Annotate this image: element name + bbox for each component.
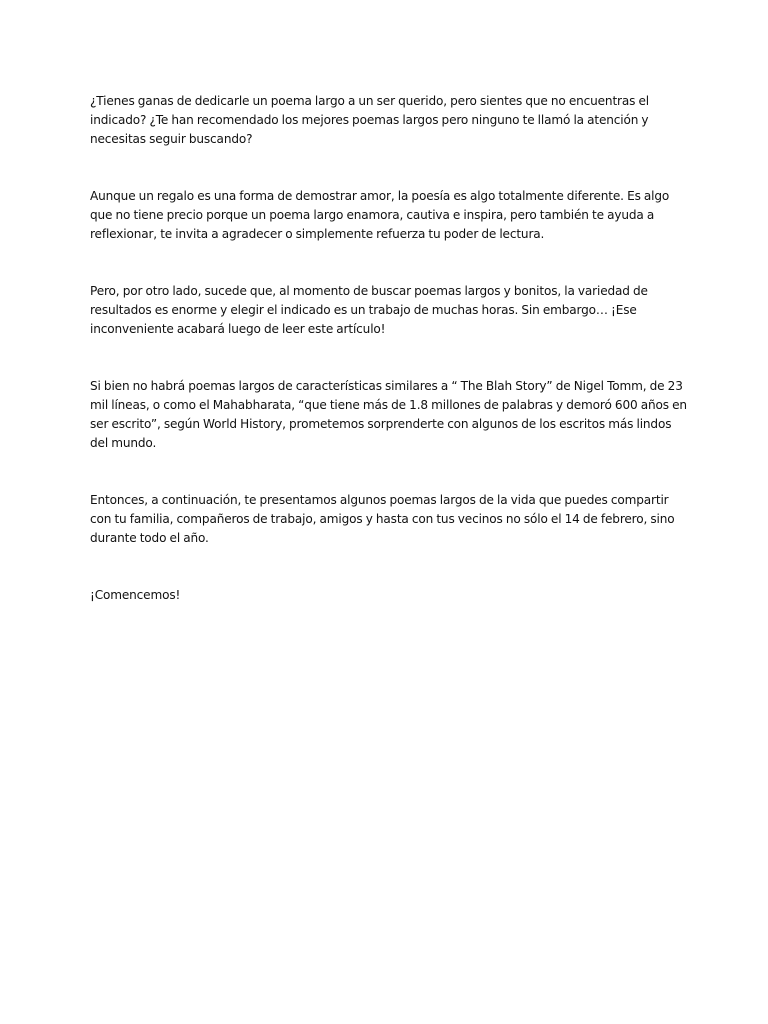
paragraph-intro-question: ¿Tienes ganas de dedicarle un poema largo a un ser querido, pero sientes que no encuentras el indicado? ¿Te han recomendado los mejores poemas largos pero ninguno te llamó la atención y necesitas seguir buscando?	[90, 94, 649, 146]
paragraph-gap	[90, 244, 688, 282]
paragraph-lets-begin: ¡Comencemos!	[90, 588, 181, 602]
paragraph-search-variety: Pero, por otro lado, sucede que, al momento de buscar poemas largos y bonitos, la variedad de resultados es enorme y elegir el indicado es un trabajo de muchas horas. Sin embargo… ¡Ese inconveniente acabará luego de leer este artículo!	[90, 284, 648, 336]
paragraph-share-poems: Entonces, a continuación, te presentamos algunos poemas largos de la vida que puedes compartir con tu familia, compañeros de trabajo, amigos y hasta con tus vecinos no sólo el 14 de febrero, sino durante todo el año.	[90, 493, 675, 545]
paragraph-gap	[90, 339, 688, 377]
paragraph-gap	[90, 548, 688, 586]
paragraph-gift-vs-poetry: Aunque un regalo es una forma de demostrar amor, la poesía es algo totalmente diferente. Es algo que no tiene precio porque un poema largo enamora, cautiva e inspira, pero también te ayuda a reflexionar, te invita a agradecer o simplemente refuerza tu poder de lectura.	[90, 189, 670, 241]
paragraph-gap	[90, 149, 688, 187]
paragraph-long-poems-examples: Si bien no habrá poemas largos de características similares a “ The Blah Story” de Nigel Tomm, de 23 mil líneas, o como el Mahabharata, “que tiene más de 1.8 millones de palabras y demoró 600 años en ser escrito”, según World History, prometemos sorprenderte con algunos de los escritos más lindos del mundo.	[90, 379, 687, 450]
paragraph-gap	[90, 453, 688, 491]
